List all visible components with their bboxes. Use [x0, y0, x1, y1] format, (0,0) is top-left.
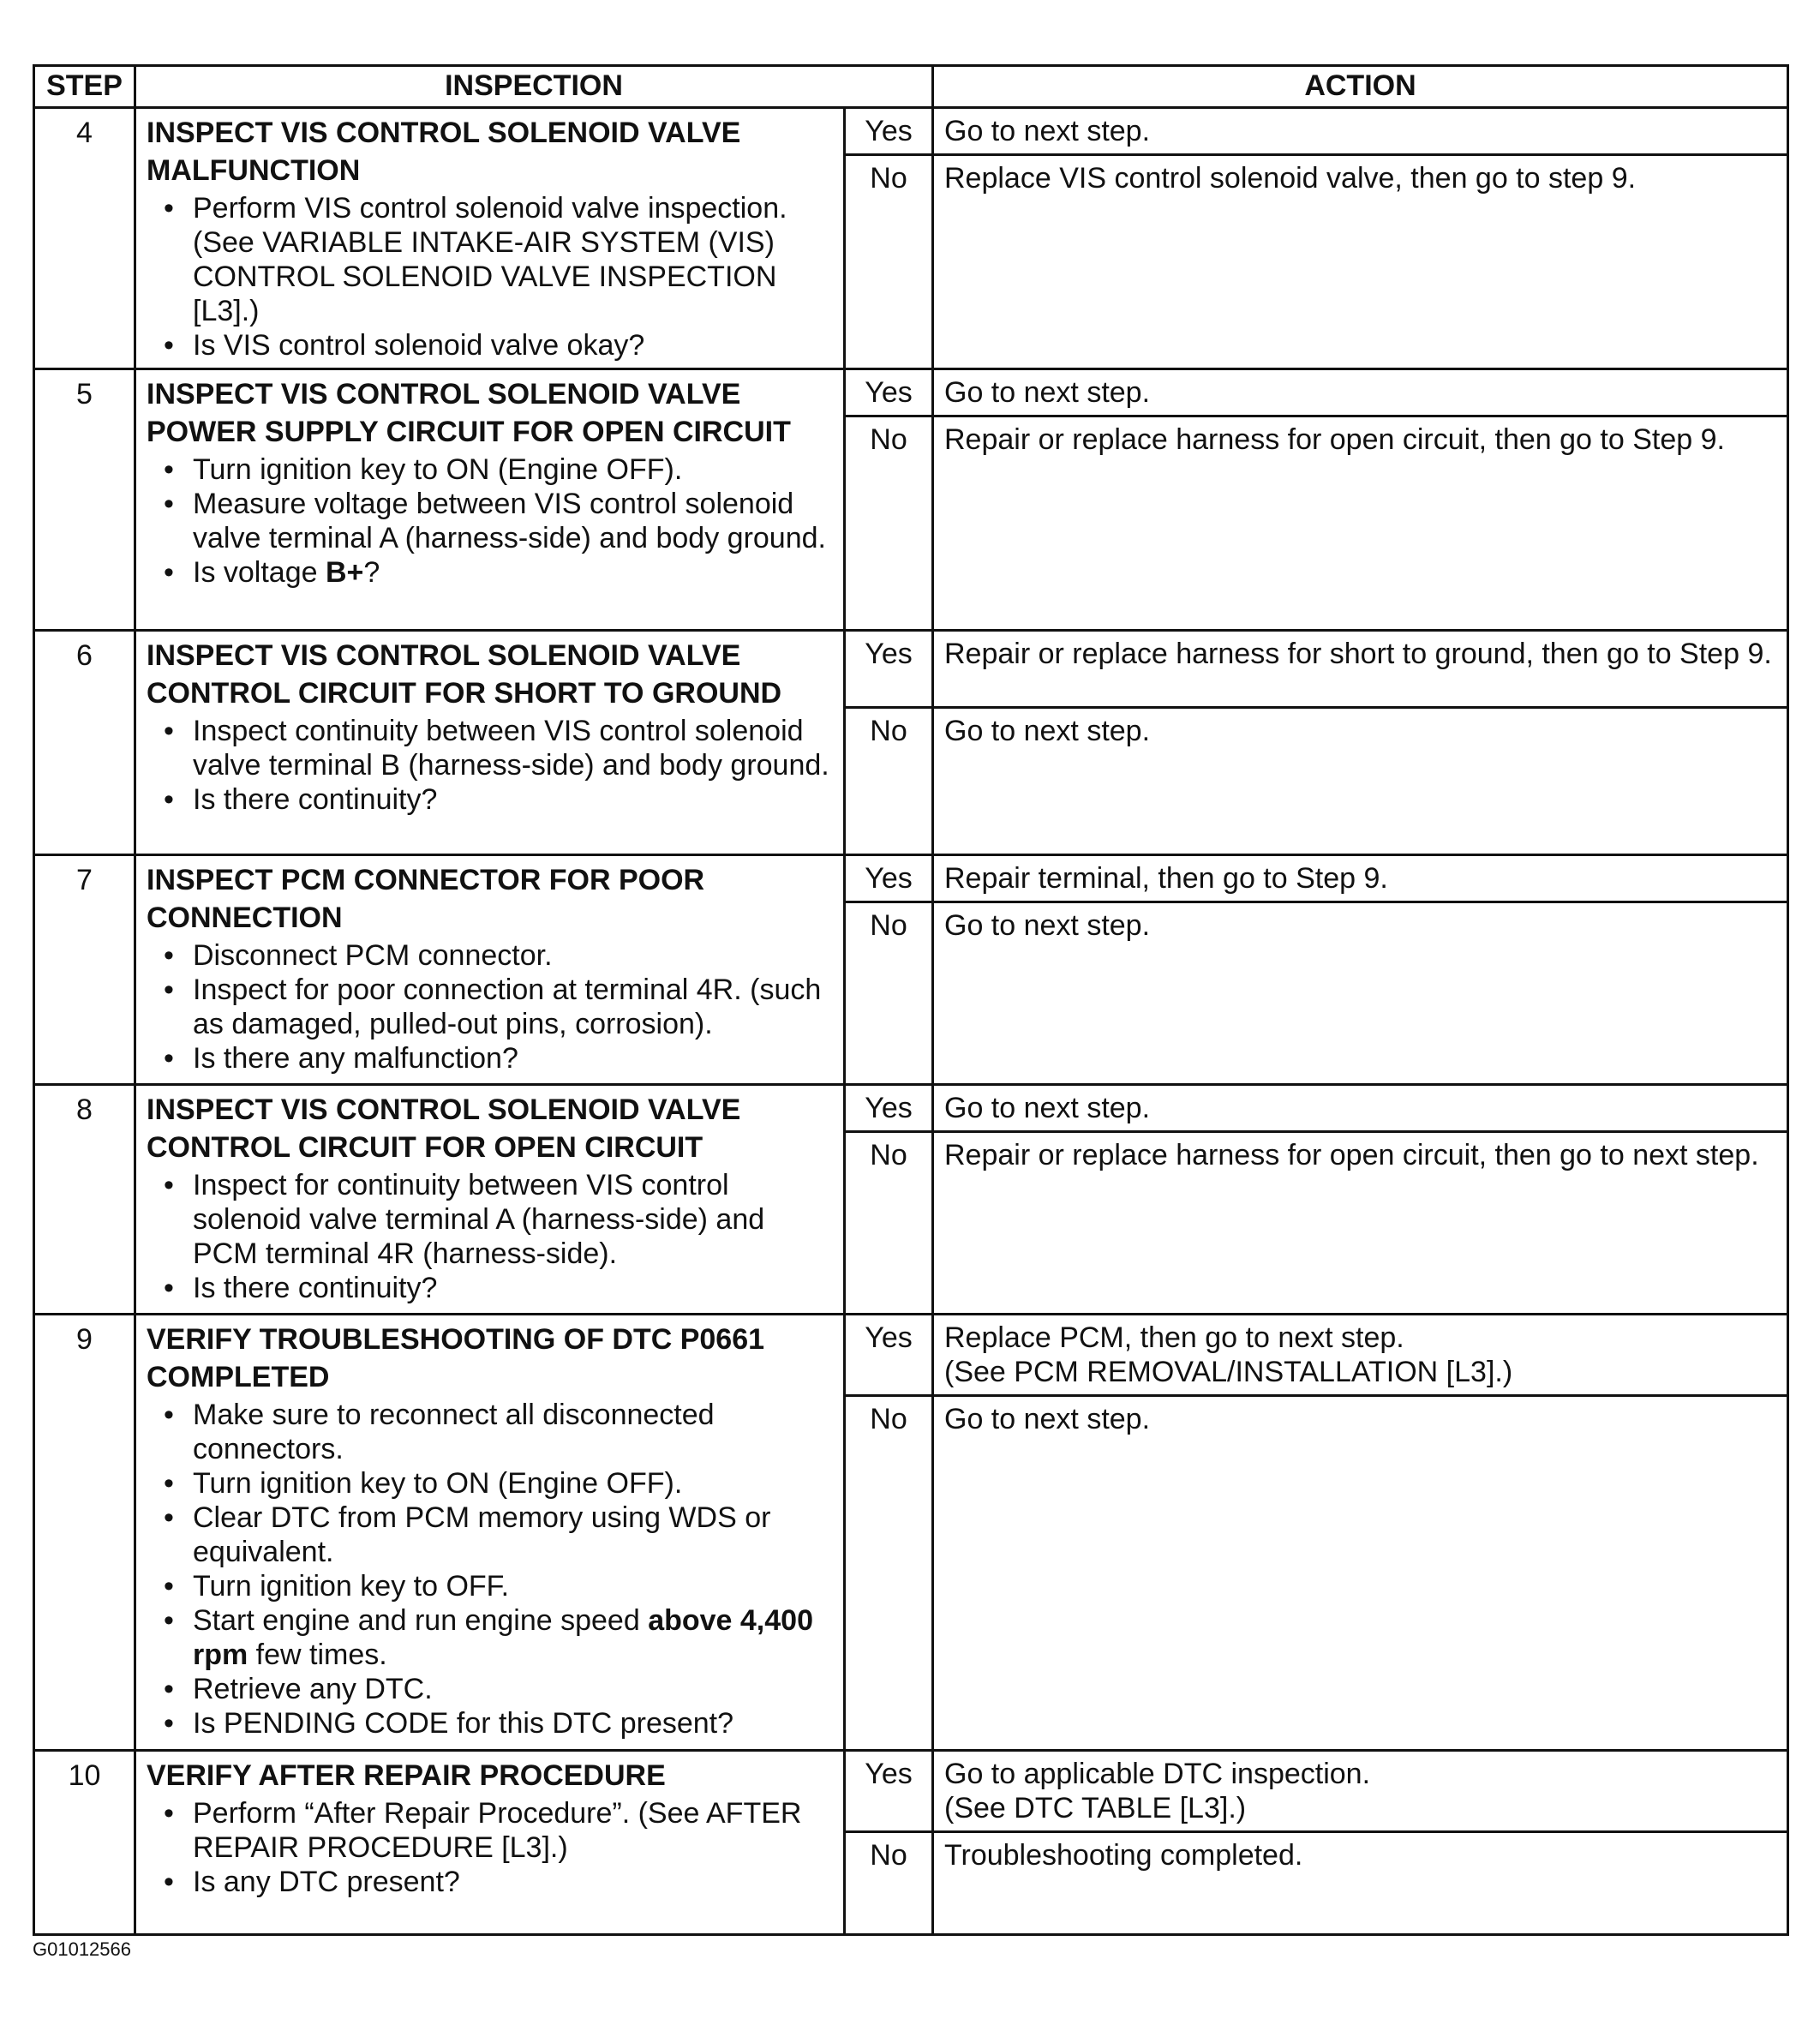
inspection-cell — [135, 1315, 845, 1751]
table-row — [34, 1085, 1788, 1132]
inspection-cell — [135, 855, 845, 1085]
no-label: No — [845, 416, 933, 631]
table-header-row — [34, 66, 1788, 108]
yes-label: Yes — [845, 369, 933, 416]
no-label: No — [845, 155, 933, 369]
inspection-item: • Perform “After Repair Procedure”. (See AFTER REPAIR PROCEDURE [L3].) — [193, 1796, 833, 1865]
no-label: No — [845, 1132, 933, 1315]
inspection-item: • Turn ignition key to OFF. — [193, 1569, 833, 1603]
no-action: Go to next step. — [933, 1396, 1788, 1751]
inspection-item: • Inspect for continuity between VIS control solenoid valve terminal A (harness-side) and PCM terminal 4R (harness-side). — [193, 1168, 833, 1271]
header-action: ACTION — [933, 66, 1788, 108]
yes-action: Go to next step. — [933, 108, 1788, 155]
inspection-list — [147, 938, 833, 1075]
inspection-item: • Disconnect PCM connector. — [193, 938, 833, 973]
no-label: No — [845, 708, 933, 855]
table-row — [34, 1315, 1788, 1396]
inspection-cell — [135, 631, 845, 855]
inspection-list — [147, 452, 833, 590]
inspection-item: • Start engine and run engine speed above 4,400 rpm few times. — [193, 1603, 833, 1672]
inspection-title: INSPECT VIS CONTROL SOLENOID VALVE CONTROL CIRCUIT FOR SHORT TO GROUND — [147, 639, 782, 710]
inspection-cell — [135, 369, 845, 631]
inspection-item: • Perform VIS control solenoid valve inspection. (See VARIABLE INTAKE-AIR SYSTEM (VIS) CONTROL SOLENOID VALVE INSPECTION [L3].) — [193, 191, 833, 328]
inspection-item: • Is there continuity? — [193, 1271, 833, 1305]
figure-id: G01012566 — [33, 1938, 131, 1960]
no-action: Replace VIS control solenoid valve, then go to step 9. — [933, 155, 1788, 369]
table-row — [34, 631, 1788, 708]
step-number: 5 — [34, 369, 135, 631]
inspection-title: VERIFY AFTER REPAIR PROCEDURE — [147, 1759, 666, 1792]
table-row — [34, 855, 1788, 902]
inspection-item: • Retrieve any DTC. — [193, 1672, 833, 1706]
inspection-list — [147, 191, 833, 362]
inspection-cell — [135, 108, 845, 369]
table-row — [34, 369, 1788, 416]
inspection-item: • Measure voltage between VIS control solenoid valve terminal A (harness-side) and body ground. — [193, 487, 833, 555]
yes-action: Go to next step. — [933, 369, 1788, 416]
inspection-cell — [135, 1085, 845, 1315]
no-label: No — [845, 902, 933, 1085]
step-number: 9 — [34, 1315, 135, 1751]
inspection-title: INSPECT PCM CONNECTOR FOR POOR CONNECTION — [147, 864, 705, 934]
inspection-list — [147, 1168, 833, 1305]
step-number: 4 — [34, 108, 135, 369]
inspection-title: VERIFY TROUBLESHOOTING OF DTC P0661 COMPLETED — [147, 1323, 765, 1393]
step-number: 6 — [34, 631, 135, 855]
inspection-item: • Inspect for poor connection at terminal 4R. (such as damaged, pulled-out pins, corrosion). — [193, 973, 833, 1041]
yes-label: Yes — [845, 1085, 933, 1132]
troubleshooting-table — [33, 64, 1789, 1936]
yes-label: Yes — [845, 1751, 933, 1832]
header-inspection: INSPECTION — [135, 66, 933, 108]
no-action: Repair or replace harness for open circuit, then go to next step. — [933, 1132, 1788, 1315]
no-action: Troubleshooting completed. — [933, 1832, 1788, 1935]
yes-action: Go to applicable DTC inspection. (See DTC TABLE [L3].) — [933, 1751, 1788, 1832]
no-action: Go to next step. — [933, 708, 1788, 855]
inspection-list — [147, 1796, 833, 1899]
inspection-item: • Is there any malfunction? — [193, 1041, 833, 1075]
troubleshooting-table-container — [33, 64, 1789, 1936]
inspection-cell — [135, 1751, 845, 1935]
inspection-item: • Turn ignition key to ON (Engine OFF). — [193, 452, 833, 487]
inspection-item: • Turn ignition key to ON (Engine OFF). — [193, 1466, 833, 1501]
inspection-item: • Make sure to reconnect all disconnected connectors. — [193, 1398, 833, 1466]
no-action: Repair or replace harness for open circuit, then go to Step 9. — [933, 416, 1788, 631]
step-number: 10 — [34, 1751, 135, 1935]
table-body — [34, 108, 1788, 1935]
header-step: STEP — [34, 66, 135, 108]
inspection-item: • Inspect continuity between VIS control solenoid valve terminal B (harness-side) and body ground. — [193, 714, 833, 782]
yes-action: Repair terminal, then go to Step 9. — [933, 855, 1788, 902]
inspection-title: INSPECT VIS CONTROL SOLENOID VALVE CONTROL CIRCUIT FOR OPEN CIRCUIT — [147, 1093, 741, 1164]
step-number: 7 — [34, 855, 135, 1085]
no-action: Go to next step. — [933, 902, 1788, 1085]
inspection-item: • Is there continuity? — [193, 782, 833, 817]
no-label: No — [845, 1396, 933, 1751]
inspection-list — [147, 1398, 833, 1740]
inspection-item: • Is voltage B+? — [193, 555, 833, 590]
inspection-list — [147, 714, 833, 817]
step-number: 8 — [34, 1085, 135, 1315]
yes-action: Go to next step. — [933, 1085, 1788, 1132]
inspection-item: • Is VIS control solenoid valve okay? — [193, 328, 833, 362]
inspection-item: • Clear DTC from PCM memory using WDS or equivalent. — [193, 1501, 833, 1569]
yes-label: Yes — [845, 855, 933, 902]
inspection-title: INSPECT VIS CONTROL SOLENOID VALVE MALFUNCTION — [147, 117, 741, 187]
table-row — [34, 1751, 1788, 1832]
yes-action: Replace PCM, then go to next step. (See PCM REMOVAL/INSTALLATION [L3].) — [933, 1315, 1788, 1396]
yes-action: Repair or replace harness for short to ground, then go to Step 9. — [933, 631, 1788, 708]
inspection-item: • Is PENDING CODE for this DTC present? — [193, 1706, 833, 1740]
table-row — [34, 108, 1788, 155]
yes-label: Yes — [845, 631, 933, 708]
inspection-title: INSPECT VIS CONTROL SOLENOID VALVE POWER SUPPLY CIRCUIT FOR OPEN CIRCUIT — [147, 378, 791, 448]
yes-label: Yes — [845, 108, 933, 155]
yes-label: Yes — [845, 1315, 933, 1396]
inspection-item: • Is any DTC present? — [193, 1865, 833, 1899]
no-label: No — [845, 1832, 933, 1935]
